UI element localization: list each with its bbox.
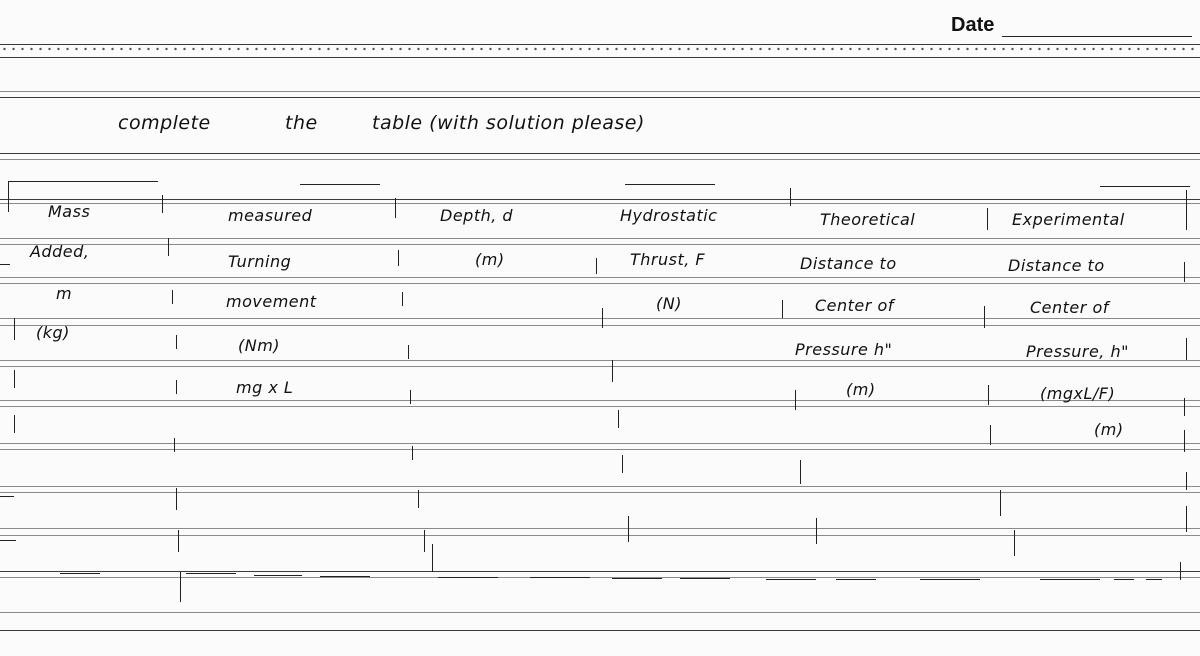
column-separator (622, 455, 623, 473)
rule-line (0, 535, 1200, 536)
header-theoretical-distance: Pressure h" (795, 340, 893, 359)
rule-line (0, 153, 1200, 154)
rule-line (0, 612, 1200, 613)
header-theoretical-distance: (m) (846, 380, 876, 399)
margin-tick (0, 496, 14, 497)
rule-line (0, 400, 1200, 401)
rule-line (0, 318, 1200, 319)
margin-tick (0, 264, 10, 265)
rule-line (0, 486, 1200, 487)
column-separator (790, 188, 791, 206)
header-turning-moment: Turning (228, 252, 292, 271)
table-bottom-dash (186, 573, 236, 574)
column-separator (176, 335, 177, 349)
header-mass: Added, (30, 242, 90, 261)
rule-line (0, 203, 1200, 204)
column-separator (987, 208, 988, 230)
rule-line (0, 630, 1200, 631)
dotted-rule (0, 47, 1200, 51)
table-bottom-dash (1146, 579, 1162, 580)
column-separator (1184, 262, 1185, 282)
table-top-stroke (625, 184, 715, 185)
table-bottom-dash (530, 577, 590, 578)
header-turning-moment: mg x L (236, 378, 294, 397)
column-separator (180, 572, 181, 602)
instruction-word: the (285, 112, 318, 134)
column-separator (1186, 506, 1187, 532)
rule-line (0, 492, 1200, 493)
header-experimental-distance: (mgxL/F) (1040, 384, 1116, 403)
column-separator (596, 258, 597, 274)
rule-line (0, 283, 1200, 284)
rule-line (0, 443, 1200, 444)
column-separator (8, 182, 9, 212)
column-separator (1186, 472, 1187, 490)
column-separator (1184, 398, 1185, 416)
rule-line (0, 366, 1200, 367)
column-separator (176, 380, 177, 394)
column-separator (174, 438, 175, 452)
column-separator (14, 415, 15, 433)
rule-line (0, 449, 1200, 450)
rule-line (0, 406, 1200, 407)
column-separator (168, 238, 169, 256)
column-separator (1184, 430, 1185, 452)
header-experimental-distance: Distance to (1008, 256, 1105, 275)
table-bottom-dash (60, 573, 100, 574)
column-separator (395, 198, 396, 218)
header-experimental-distance: Pressure, h" (1026, 342, 1129, 361)
column-separator (628, 516, 629, 542)
column-separator (602, 308, 603, 328)
column-separator (432, 544, 433, 572)
table-bottom-dash (1040, 579, 1100, 580)
rule-line (0, 159, 1200, 160)
margin-tick (0, 540, 16, 541)
column-separator (402, 292, 403, 306)
column-separator (408, 345, 409, 359)
column-separator (988, 385, 989, 405)
header-mass: (kg) (36, 323, 70, 342)
instruction-word: table (with solution please) (372, 112, 645, 134)
column-separator (176, 488, 177, 510)
rule-line (0, 360, 1200, 361)
header-depth: (m) (475, 250, 505, 269)
rule-line (0, 97, 1200, 98)
table-top-stroke (1100, 186, 1190, 187)
column-separator (1000, 490, 1001, 516)
column-separator (1186, 338, 1187, 360)
rule-line (0, 199, 1200, 200)
table-top-stroke (8, 181, 158, 182)
column-separator (612, 360, 613, 382)
header-hydrostatic-thrust: (N) (656, 294, 682, 313)
table-bottom-dash (680, 578, 730, 579)
table-bottom-dash (254, 575, 302, 576)
column-separator (14, 370, 15, 388)
column-separator (172, 290, 173, 304)
header-turning-moment: movement (226, 292, 317, 311)
table-bottom-dash (1114, 579, 1134, 580)
column-separator (984, 306, 985, 328)
rule-line (0, 528, 1200, 529)
column-separator (410, 390, 411, 404)
rule-line (0, 244, 1200, 245)
column-separator (412, 446, 413, 460)
rule-line (0, 91, 1200, 92)
header-mass: m (56, 284, 73, 303)
column-separator (816, 518, 817, 544)
table-top-stroke (300, 184, 380, 185)
rule-line (0, 238, 1200, 239)
column-separator (800, 460, 801, 484)
rule-line (0, 277, 1200, 278)
header-experimental-distance: (m) (1094, 420, 1124, 439)
table-bottom-dash (766, 579, 816, 580)
header-mass: Mass (48, 202, 91, 221)
column-separator (398, 250, 399, 266)
header-experimental-distance: Center of (1030, 298, 1109, 317)
date-label: Date (951, 14, 995, 36)
column-separator (424, 530, 425, 552)
column-separator (990, 425, 991, 445)
page-top-rule (0, 44, 1200, 45)
column-separator (418, 490, 419, 508)
header-turning-moment: measured (228, 206, 313, 225)
header-experimental-distance: Experimental (1012, 210, 1125, 229)
date-line (1002, 36, 1192, 37)
header-hydrostatic-thrust: Hydrostatic (620, 206, 718, 225)
header-turning-moment: (Nm) (238, 336, 281, 355)
table-bottom-dash (320, 576, 370, 577)
column-separator (618, 410, 619, 428)
column-separator (782, 300, 783, 318)
header-hydrostatic-thrust: Thrust, F (630, 250, 706, 269)
table-bottom-dash (920, 579, 980, 580)
header-depth: Depth, d (440, 206, 514, 225)
column-separator (1180, 562, 1181, 580)
column-separator (1014, 530, 1015, 556)
instruction-word: complete (118, 112, 211, 134)
column-separator (14, 318, 15, 340)
table-bottom-dash (836, 579, 876, 580)
header-theoretical-distance: Center of (815, 296, 894, 315)
rule-line (0, 57, 1200, 58)
column-separator (178, 530, 179, 552)
column-separator (162, 195, 163, 213)
table-bottom-dash (438, 577, 498, 578)
header-theoretical-distance: Distance to (800, 254, 897, 273)
column-separator (1186, 190, 1187, 230)
column-separator (795, 390, 796, 410)
rule-line (0, 325, 1200, 326)
table-bottom-dash (612, 578, 662, 579)
header-theoretical-distance: Theoretical (820, 210, 916, 229)
